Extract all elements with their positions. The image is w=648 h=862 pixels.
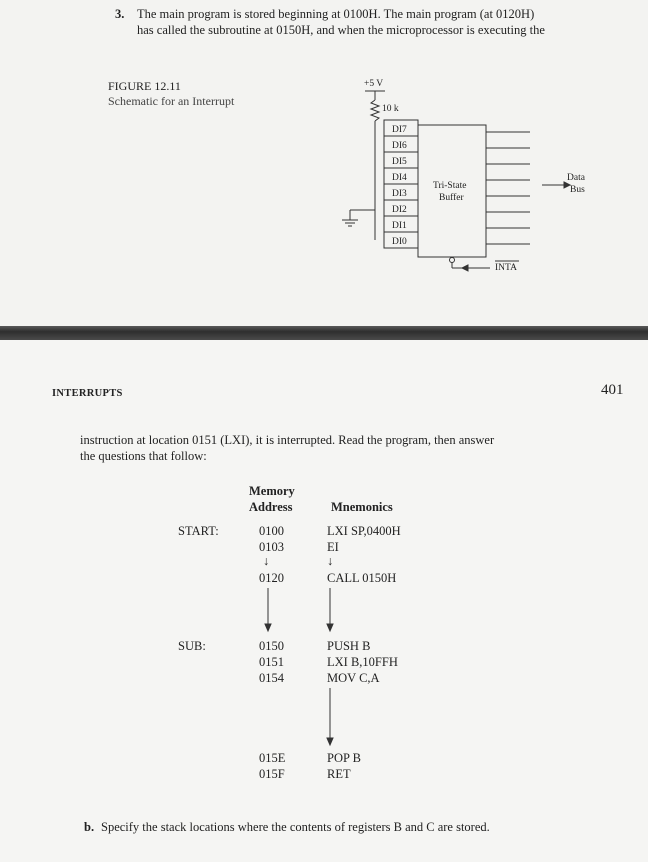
label-start: START: [178,524,219,538]
input-di0: DI0 [392,237,407,247]
interrupt-schematic [330,70,630,280]
address-cell: 015F [259,767,285,781]
continuation-line-2: the questions that follow: [80,449,207,463]
question-b-marker: b. [84,820,95,834]
paragraph-line-2: has called the subroutine at 0150H, and when the microprocessor is executing the [137,23,545,37]
input-di4: DI4 [392,173,407,183]
continuation-line-1: instruction at location 0151 (LXI), it is interrupted. Read the program, then answer [80,433,495,447]
address-cell: 0103 [259,540,284,554]
pullup-resistor [371,100,379,121]
item-number: 3. [115,7,125,21]
resistor-label: 10 k [382,104,399,114]
upper-page [0,0,648,326]
address-cell: 015E [259,751,286,765]
mnemonic-cell: POP B [327,751,361,765]
address-cell: 0150 [259,639,284,653]
flow-arrows-upper [255,586,345,634]
mnemonic-cell: LXI B,10FFH [327,655,398,669]
data-bus-label-1: Data [567,173,585,183]
mnemonic-cell: EI [327,540,339,554]
data-bus-label-2: Bus [570,185,585,195]
buffer-label-1: Tri-State [433,181,467,191]
figure-label: FIGURE 12.11 [108,79,181,93]
input-di1: DI1 [392,221,407,231]
down-arrow: ↓ [327,554,334,568]
label-sub: SUB: [178,639,206,653]
tri-state-buffer-box [418,125,486,257]
mnemonic-cell: RET [327,767,351,781]
mnemonic-cell: PUSH B [327,639,371,653]
address-cell: 0154 [259,671,284,685]
down-arrow: ↓ [263,554,270,568]
mnemonic-cell: LXI SP,0400H [327,524,401,538]
address-cell: 0151 [259,655,284,669]
address-cell: 0100 [259,524,284,538]
page-number: 401 [601,382,624,398]
column-header-memory: Memory [249,484,295,498]
running-head: INTERRUPTS [52,388,123,399]
input-di3: DI3 [392,189,407,199]
column-header-mnemonics: Mnemonics [331,500,393,514]
input-di5: DI5 [392,157,407,167]
mnemonic-cell: MOV C,A [327,671,380,685]
figure-caption: Schematic for an Interrupt [108,94,235,108]
input-di7: DI7 [392,125,407,135]
inta-label: INTA [495,263,517,273]
paragraph-line-1: The main program is stored beginning at 0100H. The main program (at 0120H) [137,7,535,21]
input-di2: DI2 [392,205,407,215]
buffer-label-2: Buffer [439,193,464,203]
input-di6: DI6 [392,141,407,151]
flow-arrow-lower [320,686,350,748]
page-divider [0,326,648,340]
question-b-text: Specify the stack locations where the contents of registers B and C are stored. [101,820,490,834]
address-cell: 0120 [259,571,284,585]
column-header-address: Address [249,500,293,514]
supply-label: +5 V [364,79,384,89]
lower-page [0,340,648,862]
mnemonic-cell: CALL 0150H [327,571,397,585]
